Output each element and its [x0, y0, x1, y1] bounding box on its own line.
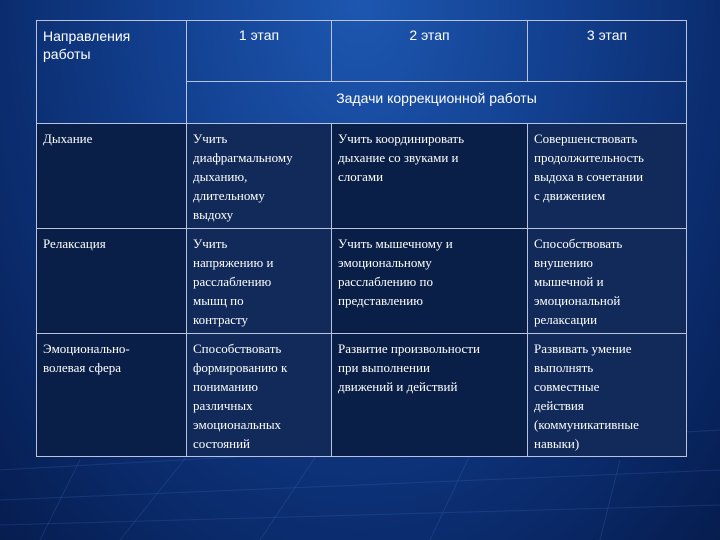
- table-row: [37, 229, 687, 334]
- row-stage-1: Учить диафрагмальному дыханию, длительному выдоху: [187, 124, 332, 229]
- row-stage-3: Совершенствовать продолжительность выдоха в сочетании с движением: [528, 124, 687, 229]
- row-direction: Релаксация: [37, 229, 187, 334]
- row-stage-1: Учить напряжению и расслаблению мышц по контрасту: [187, 229, 332, 334]
- row-stage-2: Развитие произвольности при выполнении движений и действий: [332, 334, 528, 457]
- row-direction: Эмоционально- волевая сфера: [37, 334, 187, 457]
- table-row: [37, 124, 687, 229]
- correction-work-table: [36, 20, 687, 457]
- header-tasks: Задачи коррекционной работы: [187, 81, 687, 123]
- row-stage-2: Учить мышечному и эмоциональному расслаблению по представлению: [332, 229, 528, 334]
- row-stage-3: Способствовать внушению мышечной и эмоциональной релаксации: [528, 229, 687, 334]
- header-stage-3: 3 этап: [528, 21, 687, 82]
- row-stage-1: Способствовать формированию к пониманию различных эмоциональных состояний: [187, 334, 332, 457]
- header-stage-2: 2 этап: [332, 21, 528, 82]
- row-stage-3: Развивать умение выполнять совместные действия (коммуникативные навыки): [528, 334, 687, 457]
- row-stage-2: Учить координировать дыхание со звуками и слогами: [332, 124, 528, 229]
- header-stage-1: 1 этап: [187, 21, 332, 82]
- header-directions: Направления работы: [37, 21, 187, 124]
- table-row: [37, 334, 687, 457]
- row-direction: Дыхание: [37, 124, 187, 229]
